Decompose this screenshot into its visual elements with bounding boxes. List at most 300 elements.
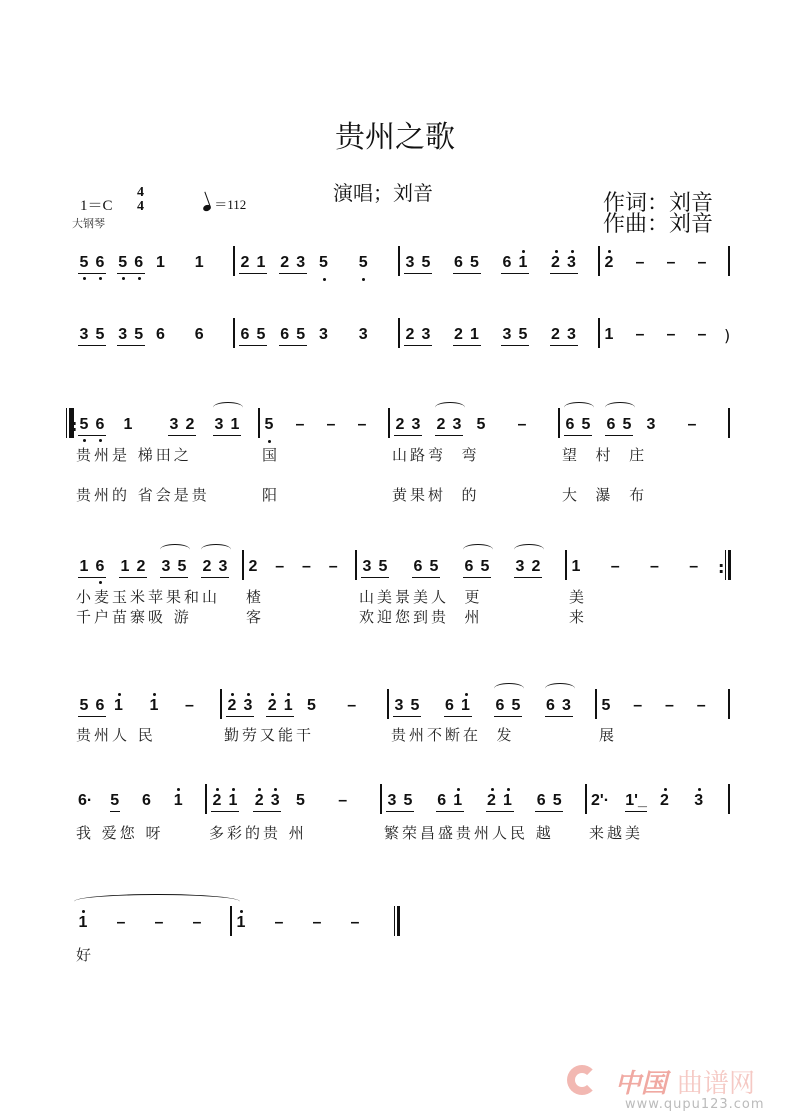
beat [248, 558, 275, 578]
note: 5 [79, 254, 89, 271]
dash-extension: – [357, 416, 367, 433]
note: 6 [565, 416, 575, 433]
beat [239, 326, 279, 346]
beat [635, 326, 666, 346]
tempo-marking [203, 194, 246, 213]
lyric-segment: 山路弯 弯 [392, 446, 480, 464]
note: 6 [95, 254, 105, 271]
beat [110, 792, 142, 812]
measure [565, 558, 728, 578]
eighth-group [404, 254, 432, 274]
note: 5 [518, 326, 528, 343]
eighth-group [239, 254, 267, 274]
barline [233, 318, 235, 348]
eighth-group [486, 792, 514, 812]
eighth-group [444, 697, 472, 717]
note: 3 [515, 558, 525, 575]
eighth-group [78, 697, 106, 717]
note: 6 [156, 326, 165, 343]
barline [258, 408, 260, 438]
beat [173, 792, 205, 812]
dash-extension: – [338, 792, 348, 809]
note: 6 [142, 792, 151, 809]
note: 6 [445, 697, 454, 714]
note: 1 [283, 697, 293, 714]
note: 3 [567, 326, 576, 343]
barline [728, 246, 730, 276]
note: 2 [551, 254, 560, 271]
dash-extension: – [650, 558, 659, 575]
dash-extension: – [350, 914, 360, 931]
eighth-group [453, 254, 481, 274]
beat [665, 697, 697, 717]
note: 5 [581, 416, 591, 433]
lyric-segment: 展 [599, 726, 618, 744]
note: 5 [552, 792, 562, 809]
dash-extension: – [517, 416, 527, 433]
note: 5 [403, 792, 413, 809]
eighth-group [211, 792, 239, 812]
note: 2 [405, 326, 415, 343]
note: 6 [502, 254, 512, 271]
lyric-segment: 贵州人 民 [76, 726, 156, 744]
note: 6 [495, 697, 505, 714]
note: 5 [79, 697, 89, 714]
beat [650, 558, 689, 578]
score-line [72, 558, 728, 578]
beat [78, 792, 110, 812]
beat [357, 416, 388, 436]
note: 6 [437, 792, 447, 809]
tie [74, 894, 240, 909]
note: 2 [248, 558, 258, 575]
eighth-group [436, 792, 464, 812]
lyric-segment: 小麦玉米苹果和山 [76, 588, 221, 606]
measure [598, 326, 731, 346]
lyric-segment: 来 [569, 608, 588, 626]
dash-extension: – [633, 697, 643, 714]
note: 2 [185, 416, 195, 433]
lyric-segment: 望 村 庄 [562, 446, 648, 464]
beat [201, 558, 242, 578]
note: 5 [480, 558, 490, 575]
barline [205, 784, 207, 814]
note: 2 [280, 254, 290, 271]
dash-extension: – [192, 914, 202, 931]
barline [585, 784, 587, 814]
note: 5 [476, 416, 486, 433]
beat [296, 792, 338, 812]
note: 2 [227, 697, 237, 714]
beat [279, 254, 319, 274]
beat [211, 792, 253, 812]
beat [386, 792, 436, 812]
score-line [72, 792, 728, 812]
dash-extension: – [116, 914, 126, 931]
note: 3 [243, 697, 253, 714]
measure [233, 326, 398, 346]
beat [550, 254, 599, 274]
beat [635, 254, 666, 274]
measure [595, 697, 728, 717]
eighth-group [226, 697, 254, 717]
eighth-group [463, 558, 491, 578]
barline [728, 784, 730, 814]
beat [666, 326, 697, 346]
beat [302, 558, 329, 578]
barline [242, 550, 244, 580]
eighth-group [168, 416, 196, 436]
beat [78, 326, 117, 346]
dash-extension: – [697, 254, 707, 271]
eighth-group [117, 326, 145, 346]
beat [646, 416, 687, 436]
barline [398, 318, 400, 348]
instrument-label: 大钢琴 [72, 217, 105, 230]
slur [463, 544, 493, 555]
note: 3 [270, 792, 280, 809]
score-line [72, 697, 728, 717]
beat [319, 326, 359, 346]
tempo-value: ＝112 [214, 197, 247, 212]
note: 2 [551, 326, 560, 343]
measure [205, 792, 380, 812]
note: 2 [487, 792, 496, 809]
note: 3 [567, 254, 576, 271]
note: 2 [212, 792, 222, 809]
dash-extension: – [697, 326, 707, 343]
beat [535, 792, 585, 812]
beat [361, 558, 412, 578]
measure [72, 697, 220, 717]
note: 5 [256, 326, 266, 343]
beat [236, 914, 274, 934]
beat [393, 697, 444, 717]
note: 5 [134, 326, 144, 343]
note: 2 [531, 558, 541, 575]
note: 3 [214, 416, 224, 433]
barline [388, 408, 390, 438]
beat [625, 792, 659, 812]
eighth-group [213, 416, 241, 436]
dash-extension: – [154, 914, 164, 931]
eighth-group [279, 326, 307, 346]
dash-extension: – [665, 697, 674, 714]
barline [220, 689, 222, 719]
slur [514, 544, 544, 555]
beat [347, 697, 387, 717]
note: 5 [177, 558, 187, 575]
note: 3 [319, 326, 328, 343]
beat [78, 914, 116, 934]
eighth-group [160, 558, 188, 578]
eighth-group [253, 792, 281, 812]
note: 2 [395, 416, 405, 433]
repeat-end-barline [725, 550, 731, 580]
dash-extension: – [185, 697, 194, 714]
closing-parenthesis: ) [724, 326, 731, 345]
beat [149, 697, 185, 717]
beat [194, 254, 233, 274]
note: 2 [267, 697, 277, 714]
note: 5 [307, 697, 316, 714]
beat [295, 416, 326, 436]
beat [253, 792, 295, 812]
repeat-dots: : [71, 416, 78, 435]
eighth-group [78, 326, 106, 346]
note: 3 [405, 254, 415, 271]
beat [185, 697, 221, 717]
beat [605, 416, 646, 436]
note: 6 [606, 416, 616, 433]
beat [312, 914, 350, 934]
beat [156, 254, 195, 274]
measure [387, 697, 595, 717]
beat [453, 254, 502, 274]
note: 6 [280, 326, 290, 343]
measure [72, 558, 242, 578]
note: 1 [79, 558, 89, 575]
final-barline [394, 906, 400, 936]
barline [728, 408, 730, 438]
measure [72, 792, 205, 812]
beat [275, 558, 302, 578]
beat [117, 326, 156, 346]
beat [142, 792, 174, 812]
beat [666, 254, 697, 274]
beat [404, 326, 453, 346]
beat [444, 697, 495, 717]
note: 6 [464, 558, 474, 575]
slur [201, 544, 231, 555]
eighth-group [117, 254, 145, 274]
lyric-segment: 贵州是 梯田之 [76, 446, 192, 464]
beat [697, 254, 728, 274]
beat [501, 254, 550, 274]
watermark-logo-icon [567, 1065, 597, 1095]
score-line [72, 914, 388, 934]
note: 6 [454, 254, 463, 271]
beat [328, 558, 355, 578]
note: 2 [240, 254, 250, 271]
beat [123, 416, 168, 436]
note: 1 [114, 697, 124, 717]
eighth-group [564, 416, 592, 436]
barline [233, 246, 235, 276]
lyric-segment: 大 瀑 布 [562, 486, 648, 504]
beat [264, 416, 295, 436]
note: 3 [362, 558, 372, 575]
eighth-group [394, 416, 422, 436]
dash-extension: – [610, 558, 620, 575]
note: 3 [562, 697, 571, 714]
note: 1 [230, 416, 240, 433]
note: 5 [378, 558, 388, 575]
eighth-group [386, 792, 414, 812]
lyric-segment: 欢迎您到贵 州 [359, 608, 483, 626]
eighth-group [535, 792, 563, 812]
eighth-group [78, 416, 106, 436]
eighth-group [201, 558, 229, 578]
measure [72, 416, 258, 436]
eighth-group [119, 558, 147, 578]
measure [598, 254, 728, 274]
beat [517, 416, 558, 436]
note: 6 [413, 558, 423, 575]
beat [394, 416, 435, 436]
note: 1 [123, 416, 133, 433]
note: 3 [452, 416, 462, 433]
watermark-brand: 中国 [615, 1069, 668, 1099]
note: 5 [601, 697, 611, 714]
measure [230, 914, 388, 934]
time-signature [137, 186, 144, 214]
dash-extension: – [347, 697, 357, 714]
beat [274, 914, 312, 934]
measure [72, 254, 233, 274]
lyric-segment: 千户苗寨吸 游 [76, 608, 192, 626]
lyric-segment: 贵州的 省会是贵 [76, 486, 210, 504]
lyric-segment: 勤劳又能干 [224, 726, 315, 744]
lyric-segment: 山美景美人 更 [359, 588, 483, 606]
beat [358, 326, 398, 346]
beat [453, 326, 502, 346]
lyric-segment: 楂 [246, 588, 265, 606]
note: 6 [194, 326, 204, 343]
beat [160, 558, 201, 578]
beat [601, 697, 633, 717]
eighth-group [78, 254, 106, 274]
measure [585, 792, 728, 812]
lyric-segment: 客 [246, 608, 265, 626]
note: 1 [173, 792, 183, 812]
dash-extension: – [328, 558, 338, 575]
beat [545, 697, 596, 717]
note: 5 [358, 254, 368, 274]
singer-credit: 演唱；刘音 [333, 181, 433, 205]
barline [355, 550, 357, 580]
beat [687, 416, 728, 436]
beat [194, 326, 233, 346]
eighth-group [404, 326, 432, 346]
dash-extension: – [295, 416, 305, 433]
lyric-segment: 美 [569, 588, 588, 606]
time-signature-bottom: 4 [137, 199, 144, 214]
eighth-group [501, 254, 529, 274]
note: 1 [236, 914, 246, 934]
eighth-group [239, 326, 267, 346]
note: 1 [78, 914, 88, 934]
beat [117, 254, 156, 274]
beat [501, 326, 550, 346]
beat [550, 326, 599, 346]
note: 3 [296, 254, 306, 271]
lyric-segment: 多彩的贵 州 [209, 824, 307, 842]
note: 5 [319, 254, 329, 274]
note: 2 [604, 254, 614, 274]
measure [242, 558, 355, 578]
note: 2 [436, 416, 446, 433]
dash-extension: – [635, 326, 645, 343]
note: 1 [156, 254, 165, 271]
slur [494, 683, 524, 694]
watermark [567, 1063, 782, 1113]
slur [160, 544, 190, 555]
barline [398, 246, 400, 276]
note: 1 [149, 697, 159, 717]
measure [558, 416, 728, 436]
measure [72, 914, 230, 934]
note: 2 [660, 792, 670, 812]
lyric-segment: 繁荣昌盛贵州人民 越 [384, 824, 554, 842]
measure [233, 254, 398, 274]
eighth-group [78, 558, 106, 578]
note: 1 [518, 254, 528, 271]
eighth-group [494, 697, 522, 717]
lyric-segment: 国 [262, 446, 281, 464]
note: 5 [95, 326, 105, 343]
dash-extension: – [274, 914, 284, 931]
measure [355, 558, 565, 578]
score-line [72, 326, 731, 346]
beat [154, 914, 192, 934]
note: 3 [118, 326, 128, 343]
beat [435, 416, 476, 436]
repeat-dots: : [718, 558, 725, 577]
barline [728, 689, 730, 719]
eighth-group [266, 697, 294, 717]
note: 6· [78, 792, 93, 809]
dash-extension: – [689, 558, 699, 575]
beat [514, 558, 565, 578]
beat [338, 792, 380, 812]
lyric-segment: 来越美 [589, 824, 644, 842]
note: 6 [95, 416, 105, 433]
beat [494, 697, 545, 717]
beat [114, 697, 150, 717]
note: 5 [79, 416, 89, 433]
note: 3 [394, 697, 404, 714]
note: 5 [421, 254, 431, 271]
note: 3 [161, 558, 171, 575]
note: 6 [240, 326, 250, 343]
beat [213, 416, 258, 436]
eighth-group [545, 697, 573, 717]
note: 3 [358, 326, 368, 343]
key-signature: 1＝C [80, 198, 113, 214]
eighth-group [393, 697, 421, 717]
note: 5 [118, 254, 128, 271]
barline [387, 689, 389, 719]
barline [598, 246, 600, 276]
lyric-segment: 好 [76, 946, 95, 964]
beat [326, 416, 357, 436]
beat [591, 792, 625, 812]
song-title: 贵州之歌 [335, 120, 455, 155]
note: 5 [429, 558, 439, 575]
beat [78, 558, 119, 578]
note: 1 [120, 558, 130, 575]
note: 3 [646, 416, 656, 433]
lyric-segment: 我 爱您 呀 [76, 824, 164, 842]
eighth-group [361, 558, 389, 578]
note: 5 [296, 792, 305, 809]
dash-extension: – [312, 914, 322, 931]
beat [610, 558, 649, 578]
lyric-segment: 贵州不断在 发 [391, 726, 515, 744]
eighth-group [412, 558, 440, 578]
note: 1 [194, 254, 204, 271]
